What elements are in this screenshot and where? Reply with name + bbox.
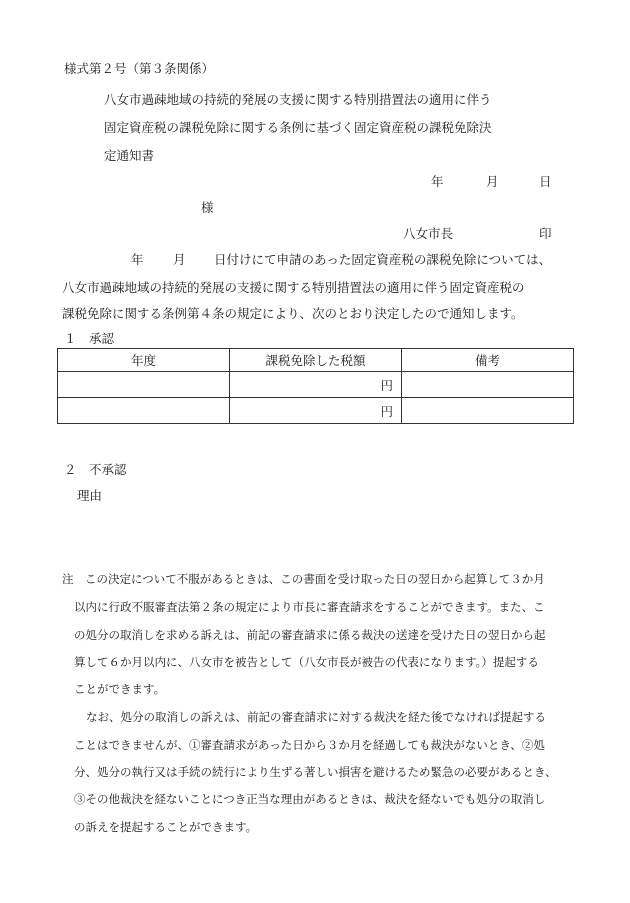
approval-table [57,348,574,424]
table-header-row [58,349,574,372]
cell-amount[interactable]: 円 [230,372,402,398]
cell-amount[interactable]: 円 [230,398,402,424]
note-line: ③その他裁決を経ないことにつき正当な理由があるときは、裁決を経ないでも処分の取消し [74,792,546,806]
form-number: 様式第２号（第３条関係） [64,61,215,76]
cell-note[interactable] [402,372,574,398]
note-line: 以内に行政不服審査法第２条の規定により市長に審査請求をすることができます。また、こ [74,600,545,614]
date-year-label: 年 [431,174,444,189]
note-line: ことはできませんが、①審査請求があった日から３か月を経過しても裁決がないとき、②処 [74,738,545,752]
body-year-label: 年 [131,252,144,267]
issuer-seal: 印 [539,226,552,241]
note-line: の処分の取消しを求める訴えは、前記の審査請求に係る裁決の送達を受けた日の翌日から起 [74,628,546,642]
cell-note[interactable] [402,398,574,424]
document-title-line-2: 固定資産税の課税免除に関する条例に基づく固定資産税の課税免除決 [104,120,492,135]
table-row [58,398,574,424]
issuer-name: 八女市長 [403,226,454,241]
note-line: なお、処分の取消しの訴えは、前記の審査請求に対する裁決を経た後でなければ提起する [86,710,546,724]
rejection-reason-label: 理由 [77,488,103,503]
note-line: の訴えを提起することができます。 [74,820,258,834]
section-rejection-heading: ２ 不承認 [64,462,127,477]
column-header-amount: 課税免除した税額 [230,349,402,372]
body-line-3: 課税免除に関する条例第４条の規定により、次のとおり決定したので通知します。 [62,306,524,321]
note-line: 分、処分の執行又は手続の続行により生ずる著しい損害を避けるため緊急の必要があるとき、 [74,765,557,779]
body-line-1: 日付けにて申請のあった固定資産税の課税免除については、 [214,252,552,267]
document-title-line-1: 八女市過疎地域の持続的発展の支援に関する特別措置法の適用に伴う [104,92,492,107]
date-month-label: 月 [486,174,499,189]
body-month-label: 月 [173,252,186,267]
body-line-2: 八女市過疎地域の持続的発展の支援に関する特別措置法の適用に伴う固定資産税の [62,280,525,295]
date-day-label: 日 [539,174,552,189]
cell-year[interactable] [58,398,230,424]
note-line: 算して６か月以内に、八女市を被告として（八女市長が被告の代表になります。）提起する [74,655,539,669]
column-header-note: 備考 [402,349,574,372]
table-row [58,372,574,398]
document-title-line-3: 定通知書 [104,148,155,163]
cell-year[interactable] [58,372,230,398]
column-header-year: 年度 [58,349,230,372]
note-line: ことができます。 [74,682,166,696]
addressee-suffix: 様 [201,200,214,215]
note-line: 注 この決定について不服があるときは、この書面を受け取った日の翌日から起算して３か月 [62,572,545,586]
section-approval-heading: １ 承認 [64,331,115,346]
